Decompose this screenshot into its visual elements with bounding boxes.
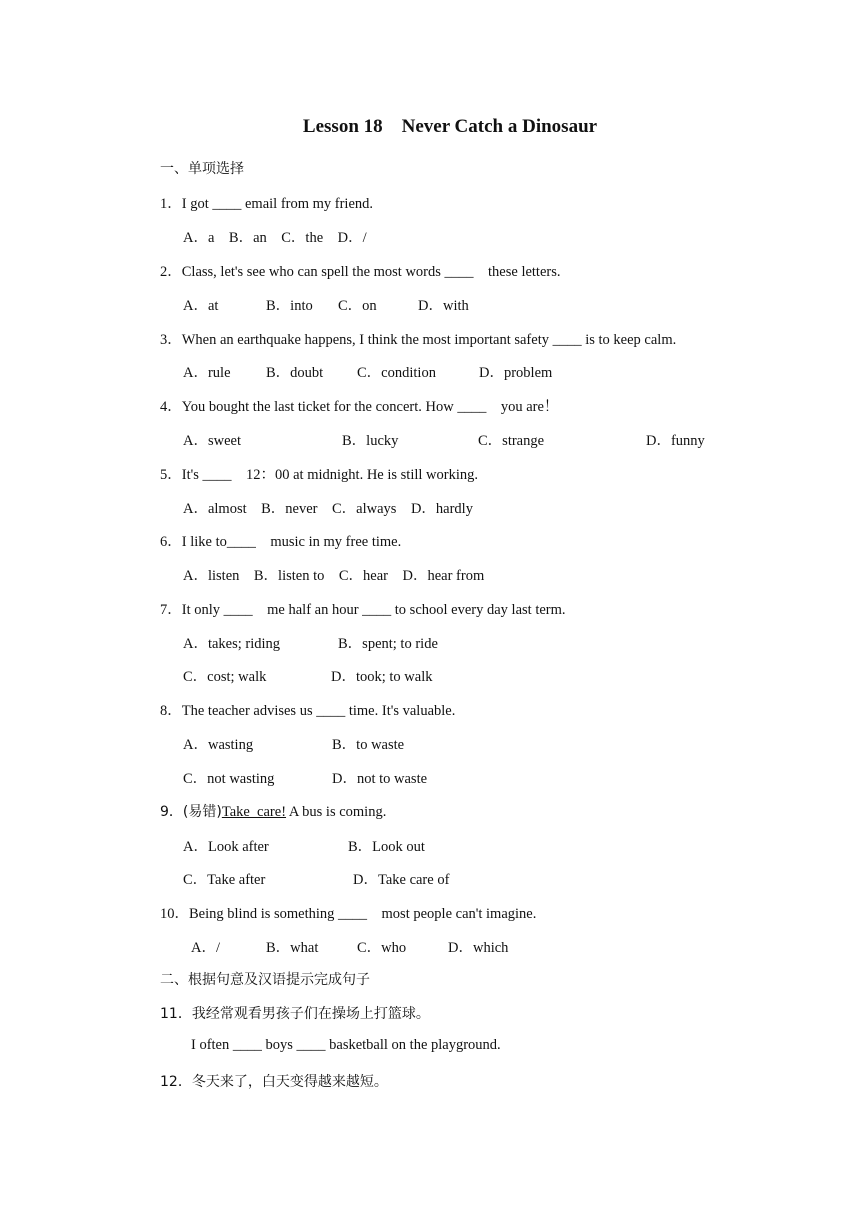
question-7-option-d: D．took; to walk xyxy=(331,669,433,685)
question-9 xyxy=(160,801,386,821)
question-1-options: A．a B．an C．the D．/ xyxy=(183,230,367,246)
question-9-option-b: B．Look out xyxy=(348,839,425,855)
question-4-option-b: B．lucky xyxy=(342,433,399,449)
question-9-underlined-phrase: Take care! xyxy=(221,804,287,820)
question-8-option-a: A．wasting xyxy=(183,737,254,753)
question-10-option-a: A．/ xyxy=(191,940,220,956)
question-12: 12．冬天来了，白天变得越来越短。 xyxy=(160,1074,388,1090)
question-6-options: A．listen B．listen to C．hear D．hear from xyxy=(183,568,485,584)
section-heading-1: 一、单项选择 xyxy=(160,161,244,177)
question-2-option-a: A．at xyxy=(183,298,219,314)
question-9-option-a: A．Look after xyxy=(183,839,269,855)
question-6: 6．I like to____ music in my free time. xyxy=(160,534,402,550)
question-4: 4．You bought the last ticket for the concert. How ____ you are！ xyxy=(160,399,559,415)
question-4-option-c: C．strange xyxy=(478,433,545,449)
question-1: 1．I got ____ email from my friend. xyxy=(160,196,374,212)
question-4-option-d: D．funny xyxy=(646,433,705,449)
question-10: 10．Being blind is something ____ most people can't imagine. xyxy=(160,906,537,922)
question-3-option-d: D．problem xyxy=(479,365,553,381)
question-2-option-b: B．into xyxy=(266,298,313,314)
page-title: Lesson 18 Never Catch a Dinosaur xyxy=(302,116,598,137)
question-3-option-c: C．condition xyxy=(357,365,436,381)
question-10-option-d: D．which xyxy=(448,940,509,956)
question-10-option-c: C．who xyxy=(357,940,407,956)
question-9-option-d: D．Take care of xyxy=(353,872,450,888)
question-2-option-d: D．with xyxy=(418,298,469,314)
question-2: 2．Class, let's see who can spell the most words ____ these letters. xyxy=(160,264,561,280)
question-7: 7．It only ____ me half an hour ____ to school every day last term. xyxy=(160,602,566,618)
question-3-option-b: B．doubt xyxy=(266,365,324,381)
question-8-option-d: D．not to waste xyxy=(332,771,428,787)
question-7-option-b: B．spent; to ride xyxy=(338,636,438,652)
question-9-rest: A bus is coming. xyxy=(286,804,387,820)
question-9-option-c: C．Take after xyxy=(183,872,266,888)
section-heading-2: 二、根据句意及汉语提示完成句子 xyxy=(160,972,370,988)
question-10-option-b: B．what xyxy=(266,940,319,956)
question-11: 11．我经常观看男孩子们在操场上打篮球。 xyxy=(160,1006,430,1022)
question-2-option-c: C．on xyxy=(338,298,377,314)
question-11-answer-line: I often ____ boys ____ basketball on the playground. xyxy=(191,1037,501,1053)
question-8-option-b: B．to waste xyxy=(332,737,405,753)
question-3-option-a: A．rule xyxy=(183,365,231,381)
question-5-options: A．almost B．never C．always D．hardly xyxy=(183,501,473,517)
question-5: 5．It's ____ 12：00 at midnight. He is still working. xyxy=(160,467,478,483)
question-4-option-a: A．sweet xyxy=(183,433,241,449)
question-8: 8．The teacher advises us ____ time. It's valuable. xyxy=(160,703,456,719)
question-8-option-c: C．not wasting xyxy=(183,771,275,787)
question-7-option-a: A．takes; riding xyxy=(183,636,281,652)
question-7-option-c: C．cost; walk xyxy=(183,669,267,685)
question-9-prefix: 9．(易错) xyxy=(160,804,222,820)
question-3: 3．When an earthquake happens, I think the most important safety ____ is to keep calm. xyxy=(160,332,677,348)
